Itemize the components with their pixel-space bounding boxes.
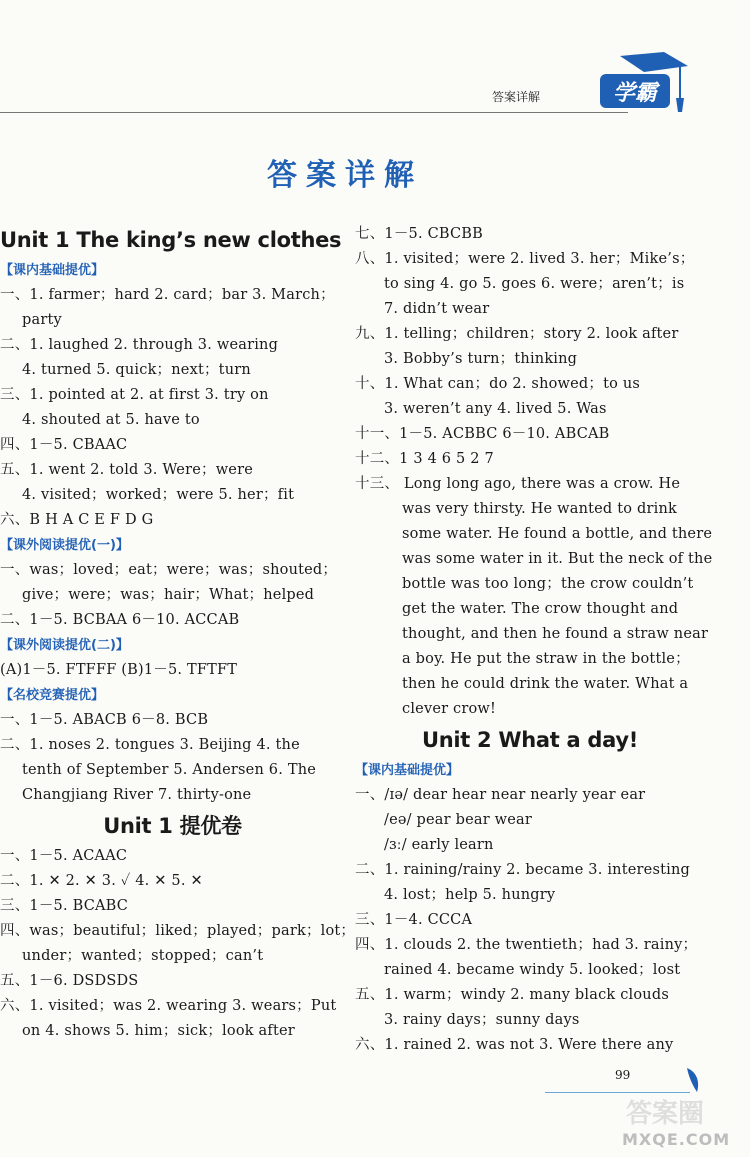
right-column [355,222,713,1058]
page-title: 答案详解 [267,158,423,193]
answer-line: (A)1－5. FTFFF (B)1－5. TFTFT [0,662,238,678]
answer-line: 三、1－4. CCCA [355,912,473,928]
answer-line-continued: party [22,312,62,328]
answer-line-continued: 3. rainy days；sunny days [384,1012,580,1028]
answer-line: 五、1. went 2. told 3. Were；were [0,462,254,478]
header-rule [0,112,628,113]
passage-line: a boy. He put the straw in the bottle； [402,651,690,667]
passage-line: thought, and then he found a straw near [402,626,709,642]
answer-line: 三、1－5. BCABC [0,898,129,914]
passage-line: get the water. The crow thought and [402,601,679,617]
answer-line-continued: on 4. shows 5. him；sick；look after [22,1023,295,1039]
answer-line: 四、1－5. CBAAC [0,437,128,453]
answer-line: 十、1. What can；do 2. showed；to us [355,376,641,392]
answer-line-continued: 4. turned 5. quick；next；turn [22,362,251,378]
answer-line: 二、1. ✕ 2. ✕ 3. ✓ 4. ✕ 5. ✕ [0,873,203,889]
passage-line: was very thirsty. He wanted to drink [402,501,677,517]
answer-line-continued: rained 4. became windy 5. looked；lost [384,962,681,978]
answer-line-continued: 4. shouted at 5. have to [22,412,200,428]
section-heading: 【名校竞赛提优】 [0,688,105,703]
answer-line: 九、1. telling；children；story 2. look after [355,326,679,342]
answer-line: 一、1. farmer；hard 2. card；bar 3. March； [0,287,335,303]
watermark-text: MXQE.COM [622,1130,731,1149]
section-heading: 【课外阅读提优(一)】 [0,538,129,553]
passage-line: clever crow! [402,701,497,717]
section-heading: 【课内基础提优】 [355,763,460,778]
left-column [0,222,356,1044]
answer-line: 十一、1－5. ACBBC 6－10. ABCAB [355,426,610,442]
answer-line-continued: under；wanted；stopped；can’t [22,948,264,964]
answer-line-continued: 4. visited；worked；were 5. her；fit [22,487,295,503]
answer-line: 八、1. visited；were 2. lived 3. her；Mike’s； [355,251,695,267]
answer-line: 一、was；loved；eat；were；was；shouted； [0,562,338,578]
header-label: 答案详解 [492,90,541,104]
answer-line-continued: /eə/ pear bear wear [384,812,533,828]
svg-text:学霸: 学霸 [612,81,658,106]
answer-line: 一、1－5. ABACB 6－8. BCB [0,712,209,728]
answer-line: 五、1－6. DSDSDS [0,973,139,989]
unit-heading: Unit 1 提优卷 [103,814,242,838]
answer-line-continued: 4. lost；help 5. hungry [384,887,556,903]
answer-line: 十二、1 3 4 6 5 2 7 [355,451,494,467]
passage-line: some water. He found a bottle, and there [402,526,713,542]
answer-line-continued: 3. weren’t any 4. lived 5. Was [384,401,607,417]
page-number: 99 [615,1068,631,1082]
unit-heading: Unit 2 What a day! [421,728,638,752]
answer-line: 一、1－5. ACAAC [0,848,128,864]
answer-line: 二、1. noses 2. tongues 3. Beijing 4. the [0,737,300,753]
answer-line-continued: 7. didn’t wear [384,301,490,317]
section-heading: 【课内基础提优】 [0,263,105,278]
answer-line: 五、1. warm；windy 2. many black clouds [355,987,669,1003]
answer-line: 六、1. visited；was 2. wearing 3. wears；Put [0,998,337,1014]
answer-line-continued: 3. Bobby’s turn；thinking [384,351,578,367]
svg-text:答案圈: 答案圈 [626,1099,705,1129]
answer-line: 六、1. rained 2. was not 3. Were there any [355,1037,674,1053]
answer-line: 四、1. clouds 2. the twentieth；had 3. rainy； [355,937,698,953]
answer-line: 二、1. raining/rainy 2. became 3. interesting [355,862,690,878]
unit-heading: Unit 1 The king’s new clothes [0,228,342,252]
answer-line-continued: tenth of September 5. Andersen 6. The [22,762,317,778]
xueba-logo-icon [592,48,692,116]
answer-line-continued: to sing 4. go 5. goes 6. were；aren’t；is [384,276,685,292]
passage-line: bottle was too long；the crow couldn’t [402,576,694,592]
answer-line-continued: /ɜː/ early learn [384,837,494,853]
answer-line: 十三、 Long long ago, there was a crow. He [355,476,681,492]
answer-line: 三、1. pointed at 2. at first 3. try on [0,387,269,403]
feather-icon [685,1066,701,1094]
answer-line: 七、1－5. CBCBB [355,226,483,242]
answer-line: 二、1－5. BCBAA 6－10. ACCAB [0,612,240,628]
answer-line: 一、/ɪə/ dear hear near nearly year ear [355,787,646,803]
passage-line: then he could drink the water. What a [402,676,689,692]
answer-line: 六、B H A C E F D G [0,512,154,528]
answer-line-continued: give；were；was；hair；What；helped [22,587,315,603]
answer-line-continued: Changjiang River 7. thirty-one [22,787,252,803]
answer-line: 四、was；beautiful；liked；played；park；lot； [0,923,356,939]
passage-line: was some water in it. But the neck of the [402,551,713,567]
answer-line: 二、1. laughed 2. through 3. wearing [0,337,279,353]
section-heading: 【课外阅读提优(二)】 [0,638,129,653]
